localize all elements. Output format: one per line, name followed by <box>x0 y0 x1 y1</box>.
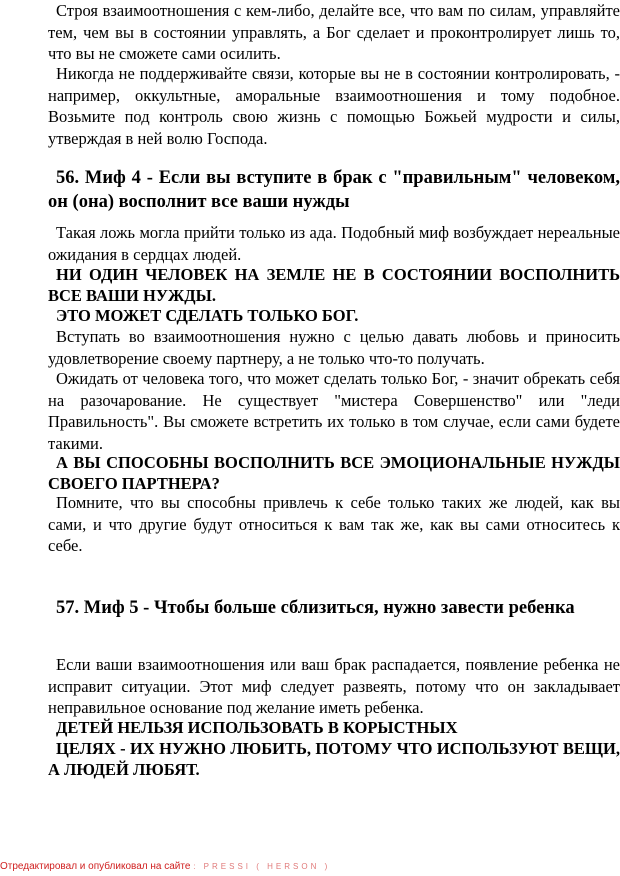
page-footer <box>0 861 330 872</box>
section-56-heading: 56. Миф 4 - Если вы вступите в брак с "правильным" человеком, он (она) восполнит все ваши нужды <box>48 168 620 212</box>
intro-paragraph-1: Строя взаимоотношения с кем-либо, делайте все, что вам по силам, управляйте тем, чем вы в состоянии управлять, а Бог сделает и проконтролирует лишь то, что вы не сможете сами осилить. <box>48 1 620 63</box>
section-57-caps-1: ДЕТЕЙ НЕЛЬЗЯ ИСПОЛЬЗОВАТЬ В КОРЫСТНЫХ <box>56 718 458 737</box>
section-56-caps-3: А ВЫ СПОСОБНЫ ВОСПОЛНИТЬ ВСЕ ЭМОЦИОНАЛЬНЫЕ НУЖДЫ СВОЕГО ПАРТНЕРА? <box>48 453 620 493</box>
section-56-caps-1: НИ ОДИН ЧЕЛОВЕК НА ЗЕМЛЕ НЕ В СОСТОЯНИИ ВОСПОЛНИТЬ ВСЕ ВАШИ НУЖДЫ. <box>48 265 620 305</box>
section-57-heading: 57. Миф 5 - Чтобы больше сблизиться, нужно завести ребенка <box>56 598 575 618</box>
footer-text: Отредактировал и опубликовал на сайте <box>0 861 191 872</box>
section-57-caps-2: ЦЕЛЯХ - ИХ НУЖНО ЛЮБИТЬ, ПОТОМУ ЧТО ИСПОЛЬЗУЮТ ВЕЩИ, А ЛЮДЕЙ ЛЮБЯТ. <box>48 739 620 779</box>
section-56-paragraph-2: Вступать во взаимоотношения нужно с целью давать любовь и приносить удовлетворение своему партнеру, а не только что-то получать. <box>48 327 620 368</box>
section-56-paragraph-4: Помните, что вы способны привлечь к себе только таких же людей, как вы сами, и что другие будут относиться к вам так же, как вы сами относитесь к себе. <box>48 493 620 555</box>
section-56-paragraph-1: Такая ложь могла прийти только из ада. Подобный миф возбуждает нереальные ожидания в сердцах людей. <box>48 223 620 264</box>
section-56-caps-2: ЭТО МОЖЕТ СДЕЛАТЬ ТОЛЬКО БОГ. <box>56 306 359 325</box>
section-57-paragraph-1: Если ваши взаимоотношения или ваш брак распадается, появление ребенка не исправит ситуации. Этот миф следует развеять, потому что он закладывает неправильное основание под желание иметь ребенка. <box>48 655 620 717</box>
section-56-paragraph-3: Ожидать от человека того, что может сделать только Бог, - значит обрекать себя на разочарование. Не существует "мистера Совершенство" или "леди Правильность". Вы сможете встретить их только в том случае, если сами будете такими. <box>48 369 620 453</box>
intro-paragraph-2: Никогда не поддерживайте связи, которые вы не в состоянии контролировать, - например, оккультные, аморальные взаимоотношения и тому подобное. Возьмите под контроль свою жизнь с помощью Божьей мудрости и силы, утверждая в ней волю Господа. <box>48 64 620 148</box>
footer-brand[interactable]: : PRESSI ( HERSON ) <box>193 862 331 871</box>
